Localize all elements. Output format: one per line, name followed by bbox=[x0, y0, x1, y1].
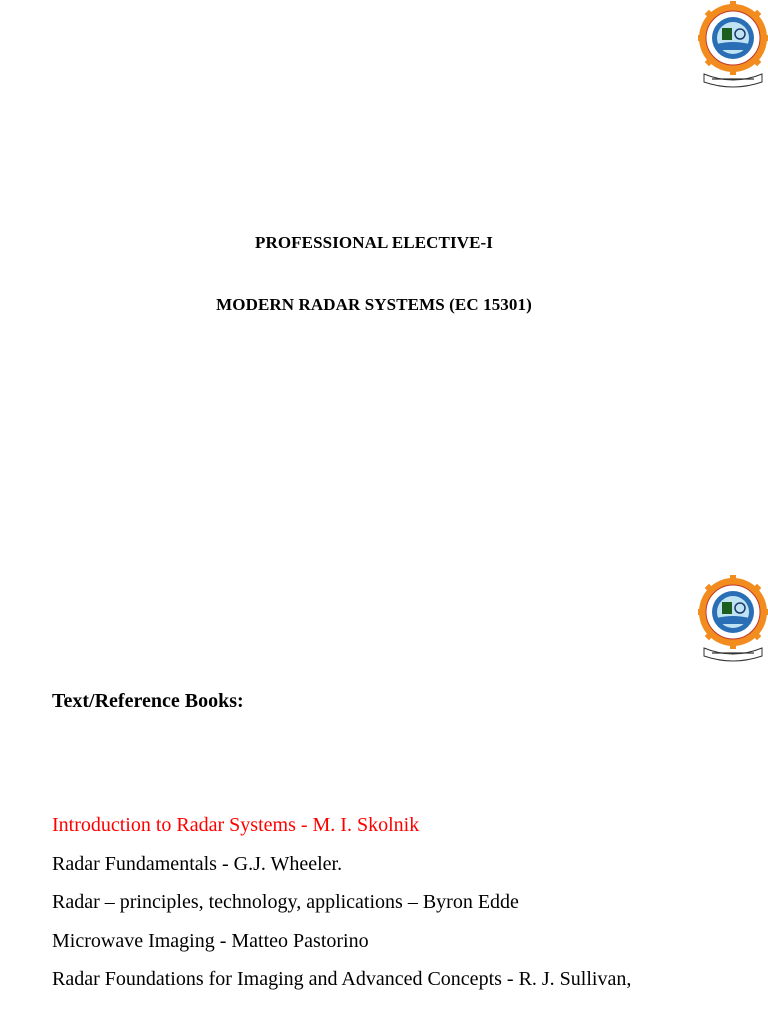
list-item: Introduction to Radar Systems - M. I. Skolnik bbox=[52, 814, 420, 836]
institute-logo-bottom bbox=[698, 574, 768, 666]
list-item: Microwave Imaging - Matteo Pastorino bbox=[52, 929, 369, 952]
institute-emblem-icon bbox=[698, 574, 768, 666]
page-title: PROFESSIONAL ELECTIVE-I bbox=[254, 233, 493, 252]
course-title: MODERN RADAR SYSTEMS (EC 15301) bbox=[216, 295, 532, 314]
institute-logo-top bbox=[698, 0, 768, 92]
reference-book-list bbox=[52, 806, 631, 999]
list-item: Radar Foundations for Imaging and Advanced Concepts - R. J. Sullivan, bbox=[52, 968, 632, 990]
institute-emblem-icon bbox=[698, 0, 768, 92]
reference-books-heading: Text/Reference Books: bbox=[52, 690, 244, 712]
list-item: Radar Fundamentals - G.J. Wheeler. bbox=[52, 852, 343, 875]
list-item: Radar – principles, technology, applications – Byron Edde bbox=[52, 891, 519, 913]
